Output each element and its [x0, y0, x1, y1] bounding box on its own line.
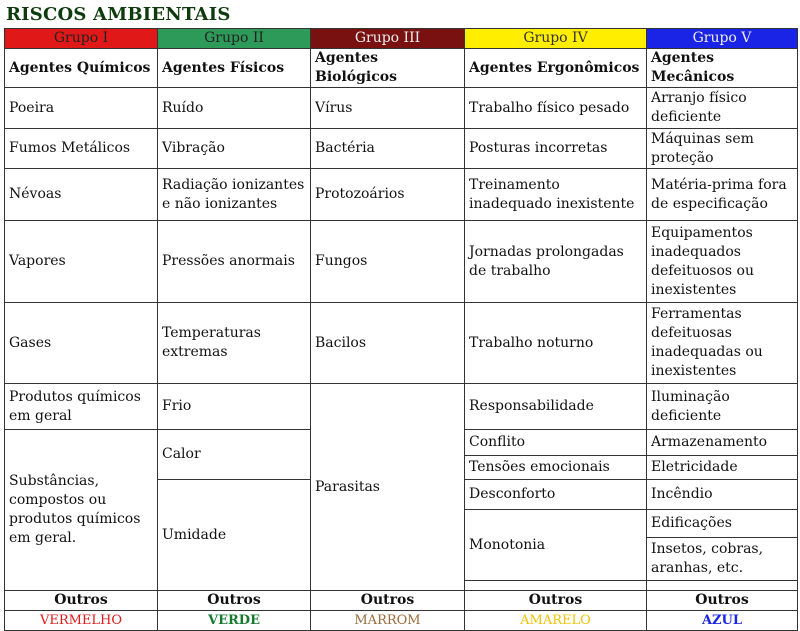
group-header-3: Grupo III — [311, 29, 465, 49]
color-name-amarelo: AMARELO — [465, 611, 647, 631]
table-cell: Produtos químicos em geral — [5, 384, 158, 430]
agent-header-quimicos: Agentes Químicos — [5, 49, 158, 88]
table-cell: Incêndio — [647, 480, 798, 510]
table-cell: Substâncias, compostos ou produtos químicos em geral. — [5, 430, 158, 591]
table-cell: Edificações — [647, 510, 798, 538]
table-cell: Fungos — [311, 221, 465, 303]
color-name-marrom: MARROM — [311, 611, 465, 631]
table-cell: Insetos, cobras, aranhas, etc. — [647, 538, 798, 581]
table-cell: Vibração — [158, 129, 311, 169]
table-cell: Posturas incorretas — [465, 129, 647, 169]
agent-header-row — [5, 49, 798, 88]
table-cell: Gases — [5, 303, 158, 384]
table-cell: Radiação ionizantes e não ionizantes — [158, 169, 311, 221]
outros-label: Outros — [465, 591, 647, 611]
table-row — [5, 88, 798, 129]
table-cell: Arranjo físico deficiente — [647, 88, 798, 129]
group-header-row — [5, 29, 798, 49]
table-cell: Jornadas prolongadas de trabalho — [465, 221, 647, 303]
outros-label: Outros — [158, 591, 311, 611]
table-cell: Monotonia — [465, 510, 647, 581]
table-cell: Conflito — [465, 430, 647, 456]
color-row — [5, 611, 798, 631]
table-cell: Desconforto — [465, 480, 647, 510]
outros-label: Outros — [5, 591, 158, 611]
color-name-azul: AZUL — [647, 611, 798, 631]
table-cell: Armazenamento — [647, 430, 798, 456]
outros-row — [5, 591, 798, 611]
table-cell: Protozoários — [311, 169, 465, 221]
table-cell: Responsabilidade — [465, 384, 647, 430]
table-cell: Temperaturas extremas — [158, 303, 311, 384]
table-cell: Névoas — [5, 169, 158, 221]
table-cell: Parasitas — [311, 384, 465, 591]
group-header-2: Grupo II — [158, 29, 311, 49]
agent-header-ergonomicos: Agentes Ergonômicos — [465, 49, 647, 88]
table-cell: Trabalho físico pesado — [465, 88, 647, 129]
group-header-1: Grupo I — [5, 29, 158, 49]
agent-header-biologicos: Agentes Biológicos — [311, 49, 465, 88]
table-cell: Umidade — [158, 480, 311, 591]
table-row — [5, 169, 798, 221]
table-row — [5, 303, 798, 384]
table-cell: Frio — [158, 384, 311, 430]
table-cell: Equipamentos inadequados defeituosos ou inexistentes — [647, 221, 798, 303]
table-cell: Ferramentas defeituosas inadequadas ou inexistentes — [647, 303, 798, 384]
table-row — [5, 129, 798, 169]
table-cell: Fumos Metálicos — [5, 129, 158, 169]
risk-table — [4, 28, 798, 631]
table-cell: Treinamento inadequado inexistente — [465, 169, 647, 221]
table-cell: Eletricidade — [647, 456, 798, 480]
color-name-vermelho: VERMELHO — [5, 611, 158, 631]
table-cell: Ruído — [158, 88, 311, 129]
table-cell: Vapores — [5, 221, 158, 303]
table-row — [5, 221, 798, 303]
table-row — [5, 384, 798, 430]
table-cell: Pressões anormais — [158, 221, 311, 303]
agent-header-mecanicos: Agentes Mecânicos — [647, 49, 798, 88]
table-cell: Trabalho noturno — [465, 303, 647, 384]
table-cell: Tensões emocionais — [465, 456, 647, 480]
table-cell: Calor — [158, 430, 311, 480]
group-header-4: Grupo IV — [465, 29, 647, 49]
outros-label: Outros — [647, 591, 798, 611]
table-cell: Bactéria — [311, 129, 465, 169]
group-header-5: Grupo V — [647, 29, 798, 49]
table-cell: Bacilos — [311, 303, 465, 384]
table-cell: Matéria-prima fora de especificação — [647, 169, 798, 221]
page-title: RISCOS AMBIENTAIS — [6, 4, 231, 25]
table-cell: Vírus — [311, 88, 465, 129]
table-cell: Iluminação deficiente — [647, 384, 798, 430]
outros-label: Outros — [311, 591, 465, 611]
table-cell: Poeira — [5, 88, 158, 129]
table-cell: Máquinas sem proteção — [647, 129, 798, 169]
color-name-verde: VERDE — [158, 611, 311, 631]
agent-header-fisicos: Agentes Físicos — [158, 49, 311, 88]
